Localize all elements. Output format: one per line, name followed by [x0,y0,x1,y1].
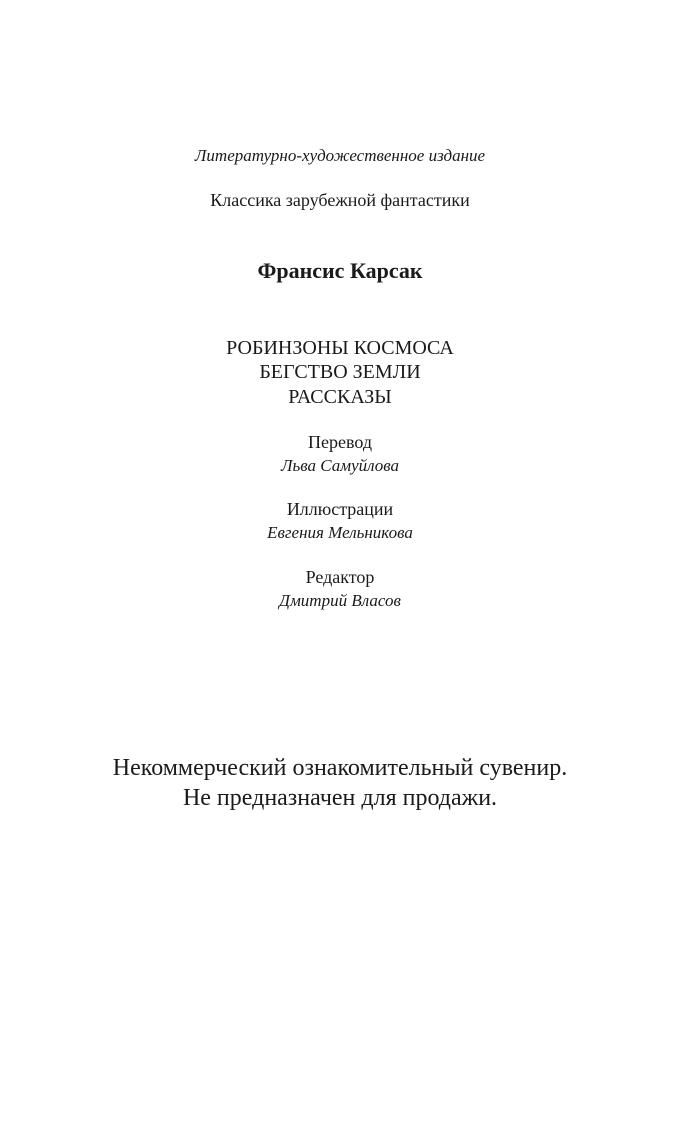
book-title: БЕГСТВО ЗЕМЛИ [259,361,421,383]
edition-type: Литературно-художественное издание [194,146,486,165]
illustrator-label: Иллюстрации [286,499,394,519]
author-name: Франсис Карсак [257,258,423,283]
book-title: РАССКАЗЫ [288,386,392,408]
notice-line: Не предназначен для продажи. [182,785,498,811]
translator-label: Перевод [308,432,372,452]
editor-name: Дмитрий Власов [279,591,401,610]
translator-name: Льва Самуйлова [281,456,399,475]
series-name: Классика зарубежной фантастики [210,190,470,210]
illustrator-name: Евгения Мельникова [267,523,413,542]
book-title: РОБИНЗОНЫ КОСМОСА [226,337,454,359]
editor-label: Редактор [305,567,375,587]
notice-line: Некоммерческий ознакомительный сувенир. [112,755,568,781]
